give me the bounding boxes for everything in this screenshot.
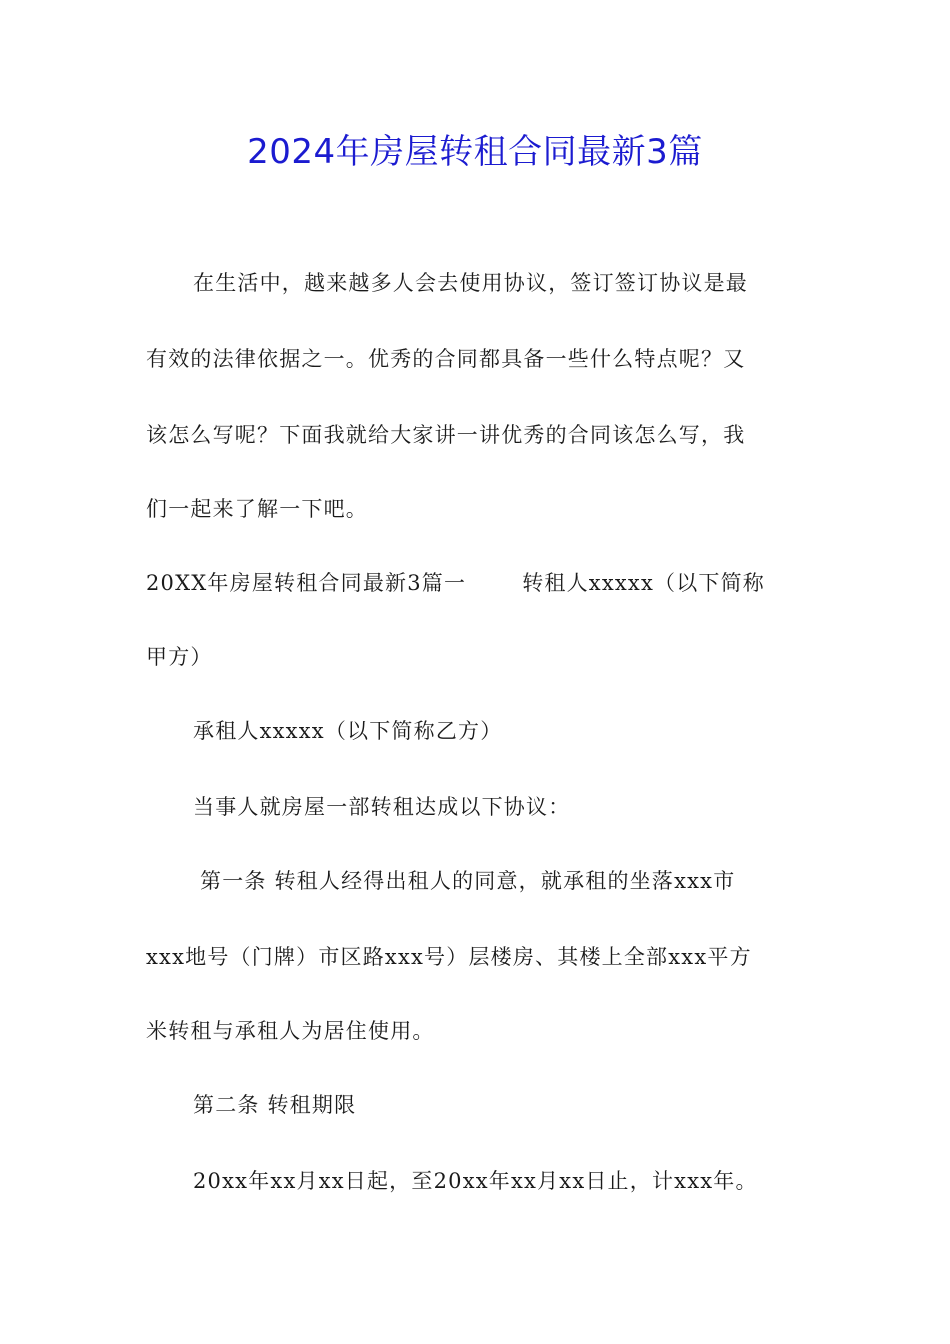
paragraph-line: 20xx年xx月xx日起，至20xx年xx月xx日止，计xxx年。 (193, 1169, 758, 1193)
paragraph-line: 米转租与承租人为居住使用。 (146, 1019, 435, 1043)
paragraph-line: 甲方） (146, 645, 213, 669)
article-line: 第二条 转租期限 (193, 1093, 357, 1117)
paragraph-line: 在生活中，越来越多人会去使用协议，签订签订协议是最 (193, 271, 748, 295)
paragraph-line: 有效的法律依据之一。优秀的合同都具备一些什么特点呢？又 (146, 347, 746, 371)
article-line: 第一条 转租人经得出租人的同意，就承租的坐落xxx市 (200, 869, 736, 893)
paragraph-line: xxx地号（门牌）市区路xxx号）层楼房、其楼上全部xxx平方 (146, 945, 752, 969)
paragraph-line: 们一起来了解一下吧。 (146, 497, 368, 521)
document-title: 2024年房屋转租合同最新3篇 (247, 132, 703, 172)
section-heading: 20XX年房屋转租合同最新3篇一 (146, 571, 467, 595)
paragraph-line: 该怎么写呢？下面我就给大家讲一讲优秀的合同该怎么写，我 (146, 423, 746, 447)
paragraph-line: 当事人就房屋一部转租达成以下协议： (193, 795, 571, 819)
paragraph-line: 承租人xxxxx（以下简称乙方） (193, 719, 503, 743)
section-heading-line (146, 568, 765, 598)
paragraph-text: 转租人xxxxx（以下简称 (522, 571, 766, 595)
